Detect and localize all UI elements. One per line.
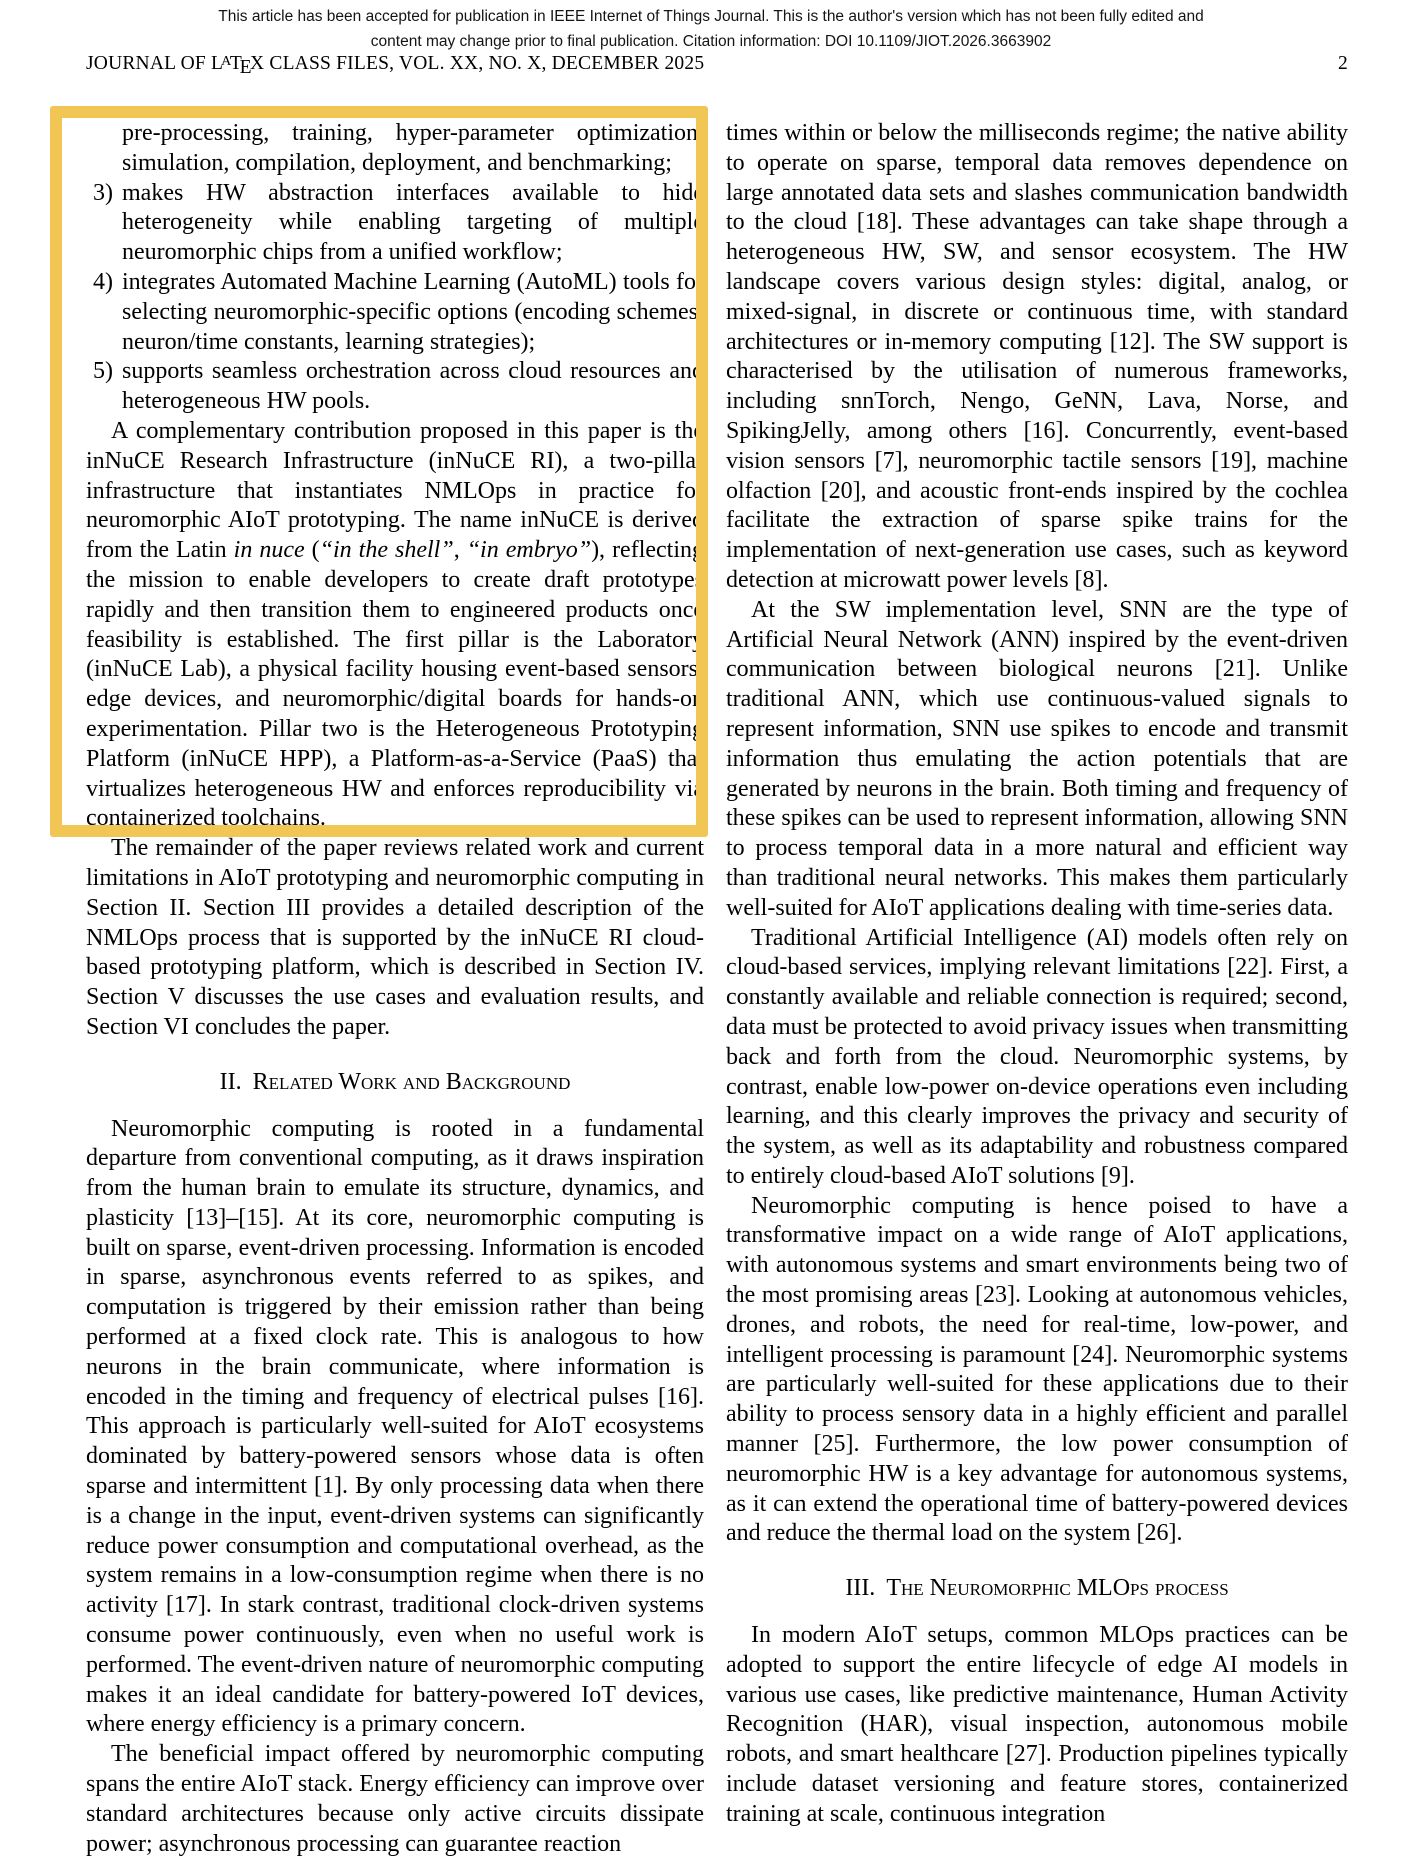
page-number: 2 bbox=[1338, 53, 1348, 74]
paragraph-beneficial-impact: The beneficial impact offered by neuromorphic computing spans the entire AIoT stack. Energy efficiency can improve over standard architectures because only active circuits dissipate power; asynchronous processing can guarantee reaction bbox=[86, 1741, 704, 1857]
list-item-5-number: 5) bbox=[93, 358, 113, 385]
list-item-4 bbox=[86, 268, 704, 357]
paragraph-paper-outline: The remainder of the paper reviews related work and current limitations in AIoT prototyping and neuromorphic computing in Section II. Section III provides a detailed description of the NMLOps process that is supported by the inNuCE RI cloud-based prototyping platform, which is described in Section IV. Section V discusses the use cases and evaluation results, and Section VI concludes the paper. bbox=[86, 835, 704, 1040]
latex-logo-a: A bbox=[221, 53, 232, 70]
section-ii-heading bbox=[86, 1068, 704, 1098]
list-item-4-number: 4) bbox=[93, 268, 113, 295]
latin-translation-1: “in the shell” bbox=[319, 537, 454, 564]
contribution-text-1: A complementary contribution proposed in this paper is the inNuCE Research Infrastructure (inNuCE RI), a two-pillar infrastructure that instantiates NMLOps in practice for neuromorphic AIoT prototyping. The name inNuCE is derived from the Latin bbox=[86, 417, 704, 564]
list-item-5 bbox=[86, 357, 704, 417]
section-iii-heading bbox=[726, 1574, 1348, 1604]
contribution-text-4: ), reflecting the mission to enable developers to create draft prototypes rapidly and then transition them to engineered products once feasibility is established. The first pillar is the Laboratory (inNuCE Lab), a physical facility housing event-based sensors, edge devices, and neuromorphic/digital boards for hands-on experimentation. Pillar two is the Heterogeneous Prototyping Platform (inNuCE HPP), a Platform-as-a-Service (PaaS) that virtualizes heterogeneous HW and enforces reproducibility via containerized toolchains. bbox=[86, 537, 705, 832]
paragraph-mlops: In modern AIoT setups, common MLOps practices can be adopted to support the entire lifecycle of edge AI models in various use cases, like predictive maintenance, Human Activity Recognition (HAR), visual inspection, autonomous mobile robots, and smart healthcare [27]. Production pipelines typically include dataset versioning and feature stores, containerized training at scale, continuous integration bbox=[726, 1622, 1348, 1827]
paragraph-neuromorphic-roots: Neuromorphic computing is rooted in a fundamental departure from conventional computing, as it draws inspiration from the human brain to emulate its structure, dynamics, and plasticity [13]–[15]. At its core, neuromorphic computing is built on sparse, event-driven processing. Information is encoded in sparse, asynchronous events referred to as spikes, and computation is triggered by their emission rather than being performed at a fixed clock rate. This is analogous to how neurons in the brain communicate, where information is encoded in the timing and frequency of electrical pulses [16]. This approach is particularly well-suited for AIoT ecosystems dominated by battery-powered sensors whose data is often sparse and intermittent [1]. By only processing data when there is a change in the input, event-driven systems can significantly reduce power consumption and computational overhead, as the system remains in a low-consumption regime when there is no activity [17]. In stark contrast, traditional clock-driven systems consume power continuously, even when no useful work is performed. The event-driven nature of neuromorphic computing makes it an ideal candidate for battery-powered IoT devices, where energy efficiency is a primary concern. bbox=[86, 1115, 704, 1738]
acceptance-notice bbox=[0, 5, 1422, 54]
latin-translation-2: “in embryo” bbox=[466, 537, 592, 564]
paragraph-contribution bbox=[86, 417, 704, 834]
list-item-5-text: supports seamless orchestration across cloud resources and heterogeneous HW pools. bbox=[122, 358, 704, 415]
section-ii-number: II. bbox=[219, 1068, 242, 1095]
acceptance-notice-line1: This article has been accepted for publication in IEEE Internet of Things Journal. This is the author's version which has not been fully edited and bbox=[218, 8, 1204, 25]
paragraph-transformative-impact: Neuromorphic computing is hence poised to have a transformative impact on a wide range of AIoT applications, with autonomous systems and smart environments being two of the most promising areas [23]. Looking at autonomous vehicles, drones, and robots, the need for real-time, low-power, and intelligent processing is paramount [24]. Neuromorphic systems are particularly well-suited for these applications due to their ability to process sensory data in a highly efficient and parallel manner [25]. Furthermore, the low power consumption of neuromorphic HW is a key advantage for autonomous systems, as it can extend the operational time of battery-powered devices and reduce the thermal load on the system [26]. bbox=[726, 1192, 1348, 1547]
list-item-3 bbox=[86, 179, 704, 268]
latin-phrase: in nuce bbox=[233, 537, 305, 564]
journal-title-post: X CLASS FILES, VOL. XX, NO. X, DECEMBER 2025 bbox=[250, 53, 705, 74]
paragraph-snn: At the SW implementation level, SNN are the type of Artificial Neural Network (ANN) inspired by the event-driven communication between biological neurons [21]. Unlike traditional ANN, which use continuous-valued signals to represent information, SNN use spikes to encode and transmit information thus emulating the action potentials that are generated by neurons in the brain. Both timing and frequency of these spikes can be used to represent information, allowing SNN to process temporal data in a more natural and efficient way than traditional neural networks. This makes them particularly well-suited for AIoT applications dealing with time-series data. bbox=[726, 596, 1348, 921]
section-iii-number: III. bbox=[845, 1575, 876, 1602]
journal-title bbox=[86, 53, 704, 79]
section-iii-title: The Neuromorphic MLOps process bbox=[886, 1575, 1229, 1602]
contribution-text-2: ( bbox=[304, 537, 320, 564]
section-ii-title: Related Work and Background bbox=[252, 1068, 571, 1095]
list-item-4-text: integrates Automated Machine Learning (AutoML) tools for selecting neuromorphic-specific options (encoding schemes, neuron/time constants, learning strategies); bbox=[122, 268, 704, 355]
journal-title-pre: JOURNAL OF L bbox=[86, 53, 224, 74]
latex-logo-t: T bbox=[229, 53, 242, 74]
list-item-3-text: makes HW abstraction interfaces available to hide heterogeneity while enabling targeting of multiple neuromorphic chips from a unified workflow; bbox=[122, 179, 704, 266]
paragraph-reaction-times: times within or below the milliseconds regime; the native ability to operate on sparse, temporal data removes dependence on large annotated data sets and slashes communication bandwidth to the cloud [18]. These advantages can take shape through a heterogeneous HW, SW, and sensor ecosystem. The HW landscape covers various design styles: digital, analog, or mixed-signal, in discrete or continuous time, with standard architectures or in-memory computing [12]. The SW support is characterised by the utilisation of numerous frameworks, including snnTorch, Nengo, GeNN, Lava, Norse, and SpikingJelly, among others [16]. Concurrently, event-based vision sensors [7], neuromorphic tactile sensors [19], machine olfaction [20], and acoustic front-ends inspired by the cochlea facilitate the extraction of sparse spike trains for the implementation of next-generation use cases, such as keyword detection at microwatt power levels [8]. bbox=[726, 120, 1348, 593]
right-column bbox=[726, 119, 1348, 1830]
paragraph-cloud-limitations: Traditional Artificial Intelligence (AI) models often rely on cloud-based services, implying relevant limitations [22]. First, a constantly available and reliable connection is required; second, data must be protected to avoid privacy issues when transmitting back and forth from the cloud. Neuromorphic systems, by contrast, enable low-power on-device operations even including learning, and this clearly improves the privacy and security of the system, as well as its adaptability and robustness compared to entirely cloud-based AIoT solutions [9]. bbox=[726, 924, 1348, 1189]
left-column bbox=[86, 119, 704, 1859]
list-item-3-number: 3) bbox=[93, 179, 113, 206]
list-item-2-continuation: pre-processing, training, hyper-parameter optimization, simulation, compilation, deployment, and benchmarking; bbox=[122, 120, 704, 176]
contribution-text-3: , bbox=[453, 537, 467, 564]
running-header bbox=[86, 53, 1348, 79]
latex-logo-e: E bbox=[239, 57, 252, 79]
acceptance-notice-line2: content may change prior to final publication. Citation information: DOI 10.1109/JIOT.2026.3663902 bbox=[370, 32, 1052, 50]
